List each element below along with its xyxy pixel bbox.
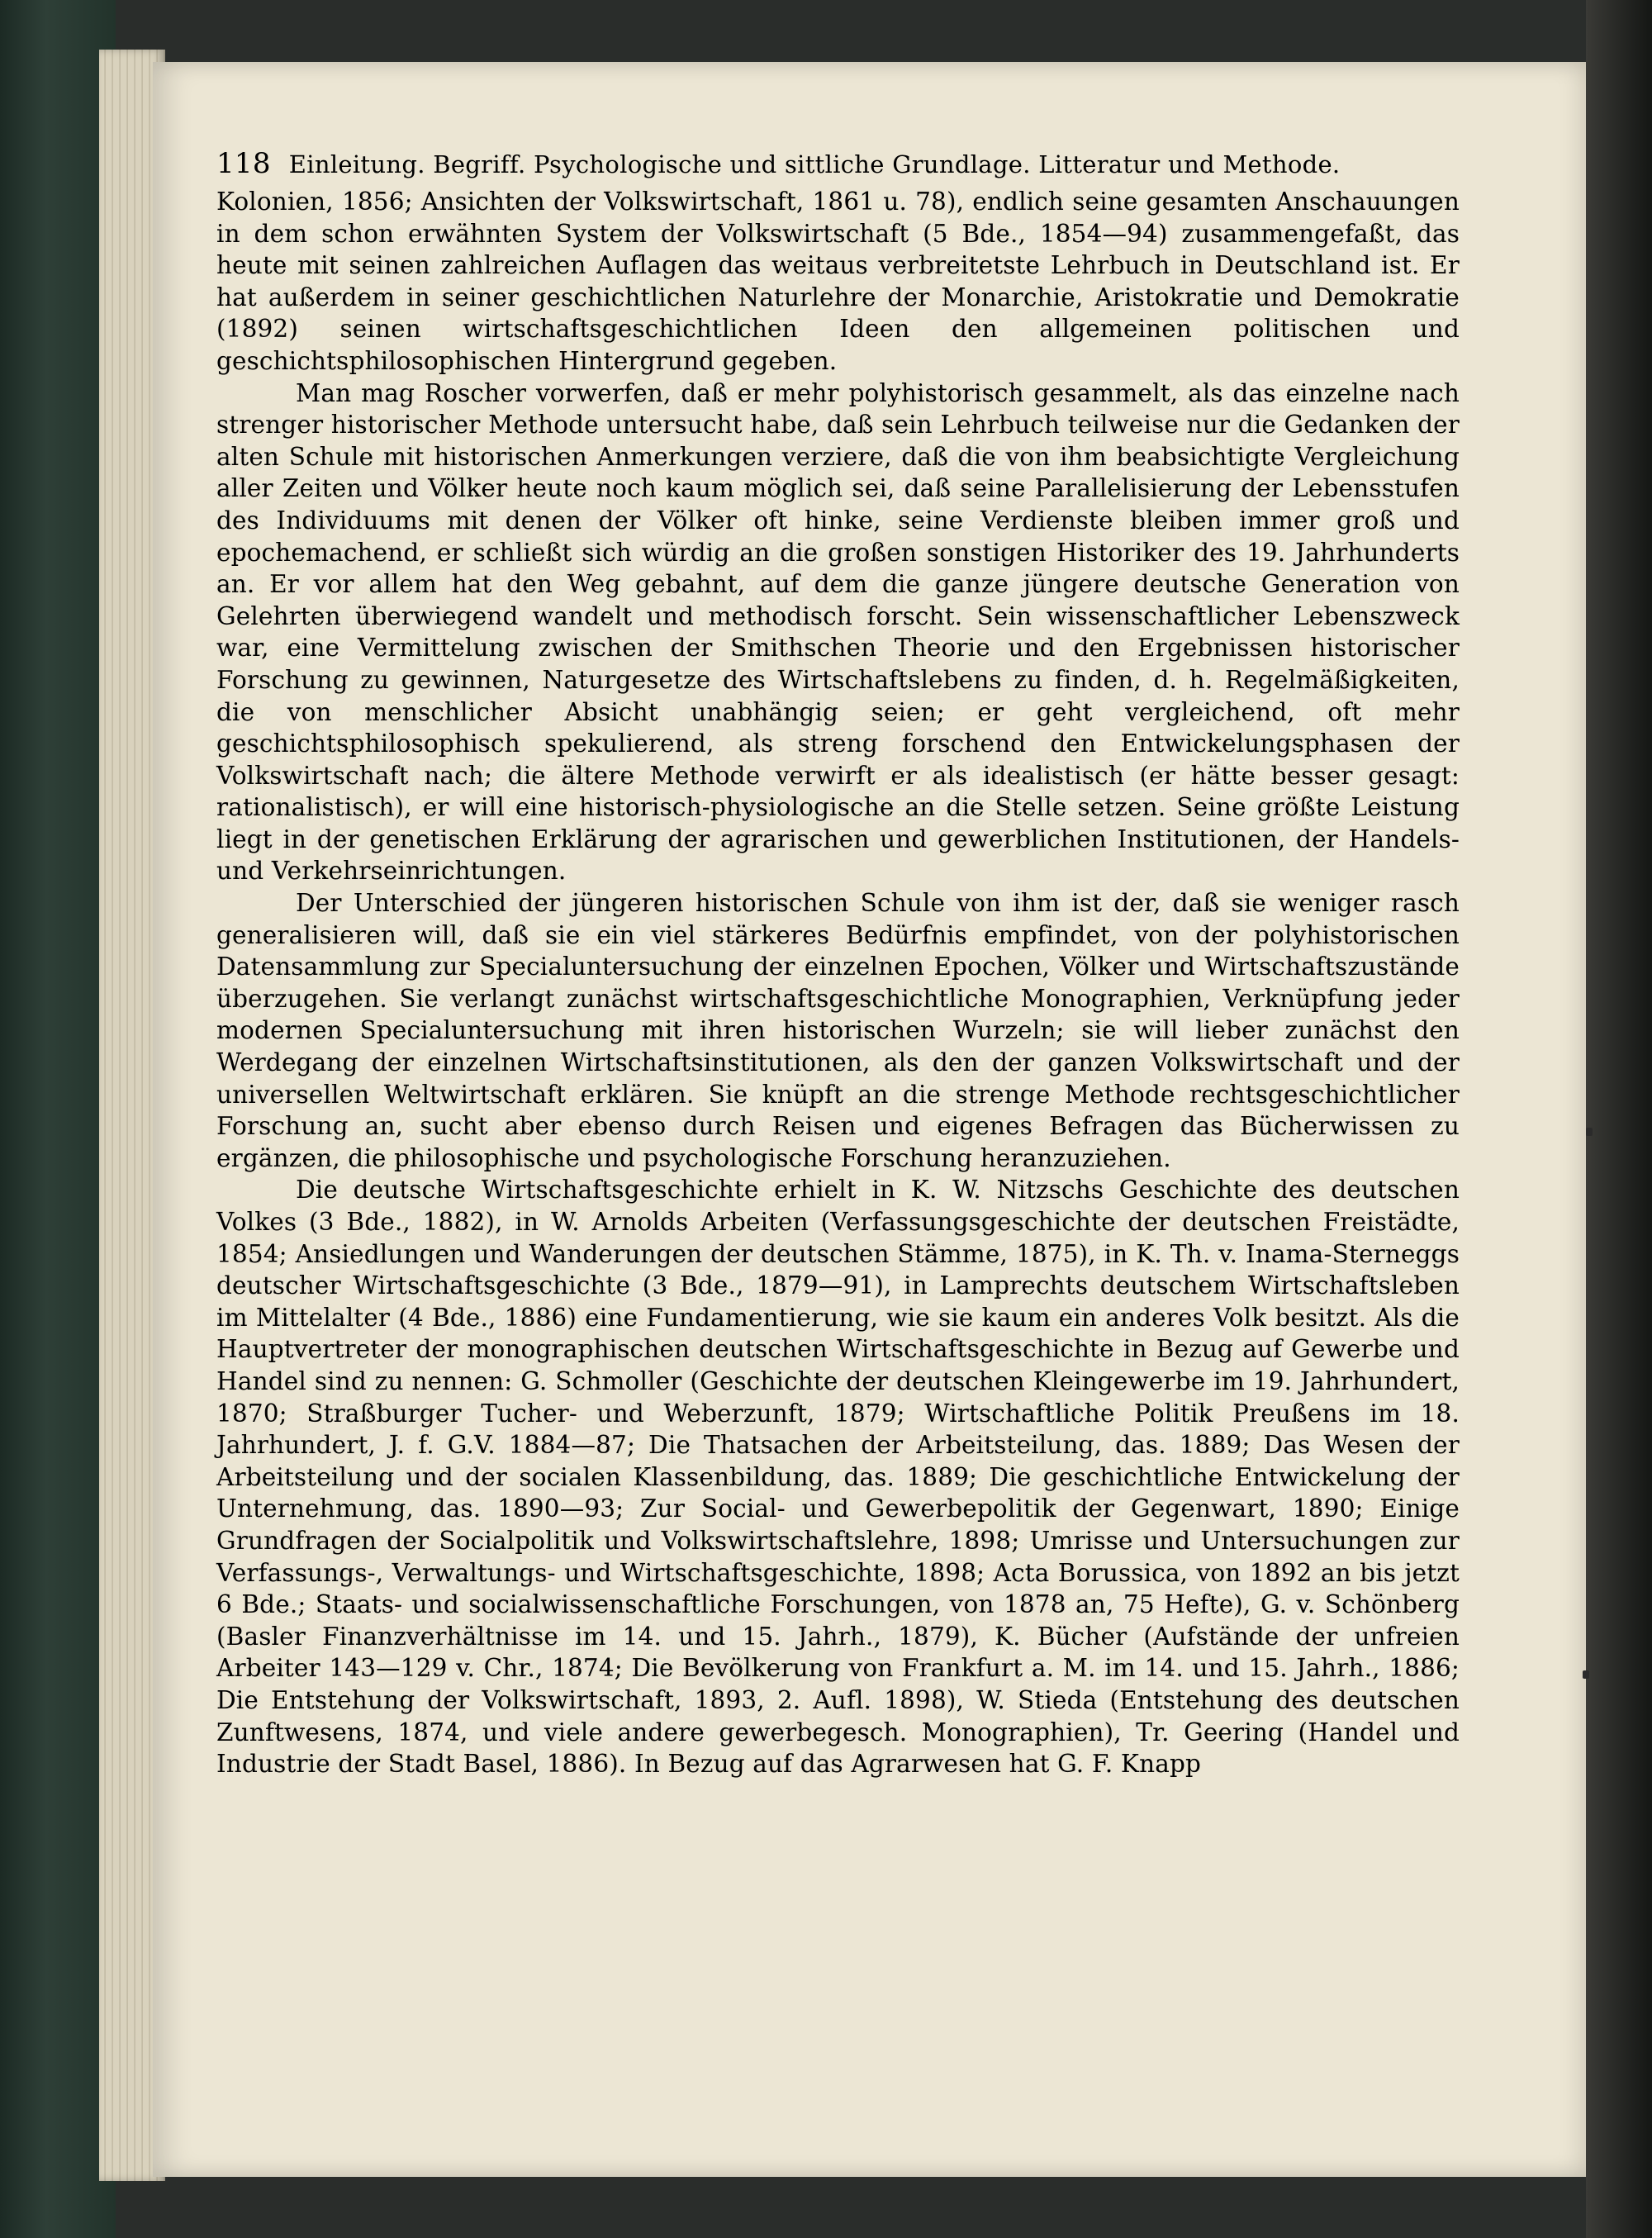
paragraph-3: Der Unterschied der jüngeren historischen Schule von ihm ist der, daß sie weniger rasch generalisieren will, daß sie ein viel stärkeres Bedürfnis empfindet, von der polyhistorischen Datensammlung zur Specialuntersuchung der einzelnen Epochen, Völker und Wirtschaftszustände überzugehen. Sie verlangt zunächst wirtschaftsgeschichtliche Monographien, Verknüpfung jeder modernen Specialuntersuchung mit ihren historischen Wurzeln; sie will lieber zunächst den Werdegang der einzelnen Wirtschaftsinstitutionen, als den der ganzen Volkswirtschaft und der universellen Weltwirtschaft erklären. Sie knüpft an die strenge Methode rechtsgeschichtlicher Forschung an, sucht aber ebenso durch Reisen und eigenes Befragen das Bücherwissen zu ergänzen, die philosophische und psychologische Forschung heranzuziehen. [216, 889, 1460, 1172]
running-head [216, 147, 1406, 183]
right-edge [1586, 0, 1652, 2238]
margin-mark [1583, 1670, 1589, 1679]
paragraph-4: Die deutsche Wirtschaftsgeschichte erhielt in K. W. Nitzschs Geschichte des deutschen Volkes (3 Bde., 1882), in W. Arnolds Arbeiten (Verfassungsgeschichte der deutschen Freistädte, 1854; Ansiedlungen und Wanderungen der deutschen Stämme, 1875), in K. Th. v. Inama-Sterneggs deutscher Wirtschaftsgeschichte (3 Bde., 1879—91), in Lamprechts deutschem Wirtschaftsleben im Mittelalter (4 Bde., 1886) eine Fundamentierung, wie sie kaum ein anderes Volk besitzt. Als die Hauptvertreter der monographischen deutschen Wirtschaftsgeschichte in Bezug auf Gewerbe und Handel sind zu nennen: G. Schmoller (Geschichte der deutschen Kleingewerbe im 19. Jahrhundert, 1870; Straßburger Tucher- und Weberzunft, 1879; Wirtschaftliche Politik Preußens im 18. Jahrhundert, J. f. G.V. 1884—87; Die Thatsachen der Arbeitsteilung, das. 1889; Das Wesen der Arbeitsteilung und der socialen Klassenbildung, das. 1889; Die geschichtliche Entwickelung der Unternehmung, das. 1890—93; Zur Social- und Gewerbepolitik der Gegenwart, 1890; Einige Grundfragen der Socialpolitik und Volkswirtschaftslehre, 1898; Umrisse und Untersuchungen zur Verfassungs-, Verwaltungs- und Wirtschaftsgeschichte, 1898; Acta Borussica, von 1892 an bis jetzt 6 Bde.; Staats- und socialwissenschaftliche Forschungen, von 1878 an, 75 Hefte), G. v. Schönberg (Basler Finanzverhältnisse im 14. und 15. Jahrh., 1879), K. Bücher (Aufstände der unfreien Arbeiter 143—129 v. Chr., 1874; Die Bevölkerung von Frankfurt a. M. im 14. und 15. Jahrh., 1886; Die Entstehung der Volkswirtschaft, 1893, 2. Aufl. 1898), W. Stieda (Entstehung des deutschen Zunftwesens, 1874, und viele andere gewerbegesch. Monographien), Tr. Geering (Handel und Industrie der Stadt Basel, 1886). In Bezug auf das Agrarwesen hat G. F. Knapp [216, 1176, 1460, 1779]
book-cover [0, 0, 116, 2238]
running-head-title: Einleitung. Begriff. Psychologische und sittliche Grundlage. Litteratur und Methode. [288, 150, 1341, 178]
page-number: 118 [216, 147, 271, 180]
paragraph-1: Kolonien, 1856; Ansichten der Volkswirtschaft, 1861 u. 78), endlich seine gesamten Anschauungen in dem schon erwähnten System der Volkswirtschaft (5 Bde., 1854—94) zusammengefaßt, das heute mit seinen zahlreichen Auflagen das weitaus verbreitetste Lehrbuch in Deutschland ist. Er hat außerdem in seiner geschichtlichen Naturlehre der Monarchie, Aristokratie und Demokratie (1892) seinen wirtschaftsgeschichtlichen Ideen den allgemeinen politischen und geschichtsphilosophischen Hintergrund gegeben. [216, 188, 1460, 375]
paragraph-2: Man mag Roscher vorwerfen, daß er mehr polyhistorisch gesammelt, als das einzelne nach strenger historischer Methode untersucht habe, daß sein Lehrbuch teilweise nur die Gedanken der alten Schule mit historischen Anmerkungen verziere, daß die von ihm beabsichtigte Vergleichung aller Zeiten und Völker heute noch kaum möglich sei, daß seine Parallelisierung der Lebensstufen des Individuums mit denen der Völker oft hinke, seine Verdienste bleiben immer groß und epochemachend, er schließt sich würdig an die großen sonstigen Historiker des 19. Jahrhunderts an. Er vor allem hat den Weg gebahnt, auf dem die ganze jüngere deutsche Generation von Gelehrten überwiegend wandelt und methodisch forscht. Sein wissenschaftlicher Lebenszweck war, eine Vermittelung zwischen der Smithschen Theorie und den Ergebnissen historischer Forschung zu gewinnen, Naturgesetze des Wirtschaftslebens zu finden, d. h. Regelmäßigkeiten, die von menschlicher Absicht unabhängig seien; er geht vergleichend, oft mehr geschichtsphilosophisch spekulierend, als streng forschend den Entwickelungsphasen der Volkswirtschaft nach; die ältere Methode verwirft er als idealistisch (er hätte besser gesagt: rationalistisch), er will eine historisch-physiologische an die Stelle setzen. Seine größte Leistung liegt in der genetischen Erklärung der agrarischen und gewerblichen Institutionen, der Handels- und Verkehrseinrichtungen. [216, 378, 1460, 886]
body-text [216, 186, 1460, 2185]
margin-mark [1586, 1128, 1593, 1136]
